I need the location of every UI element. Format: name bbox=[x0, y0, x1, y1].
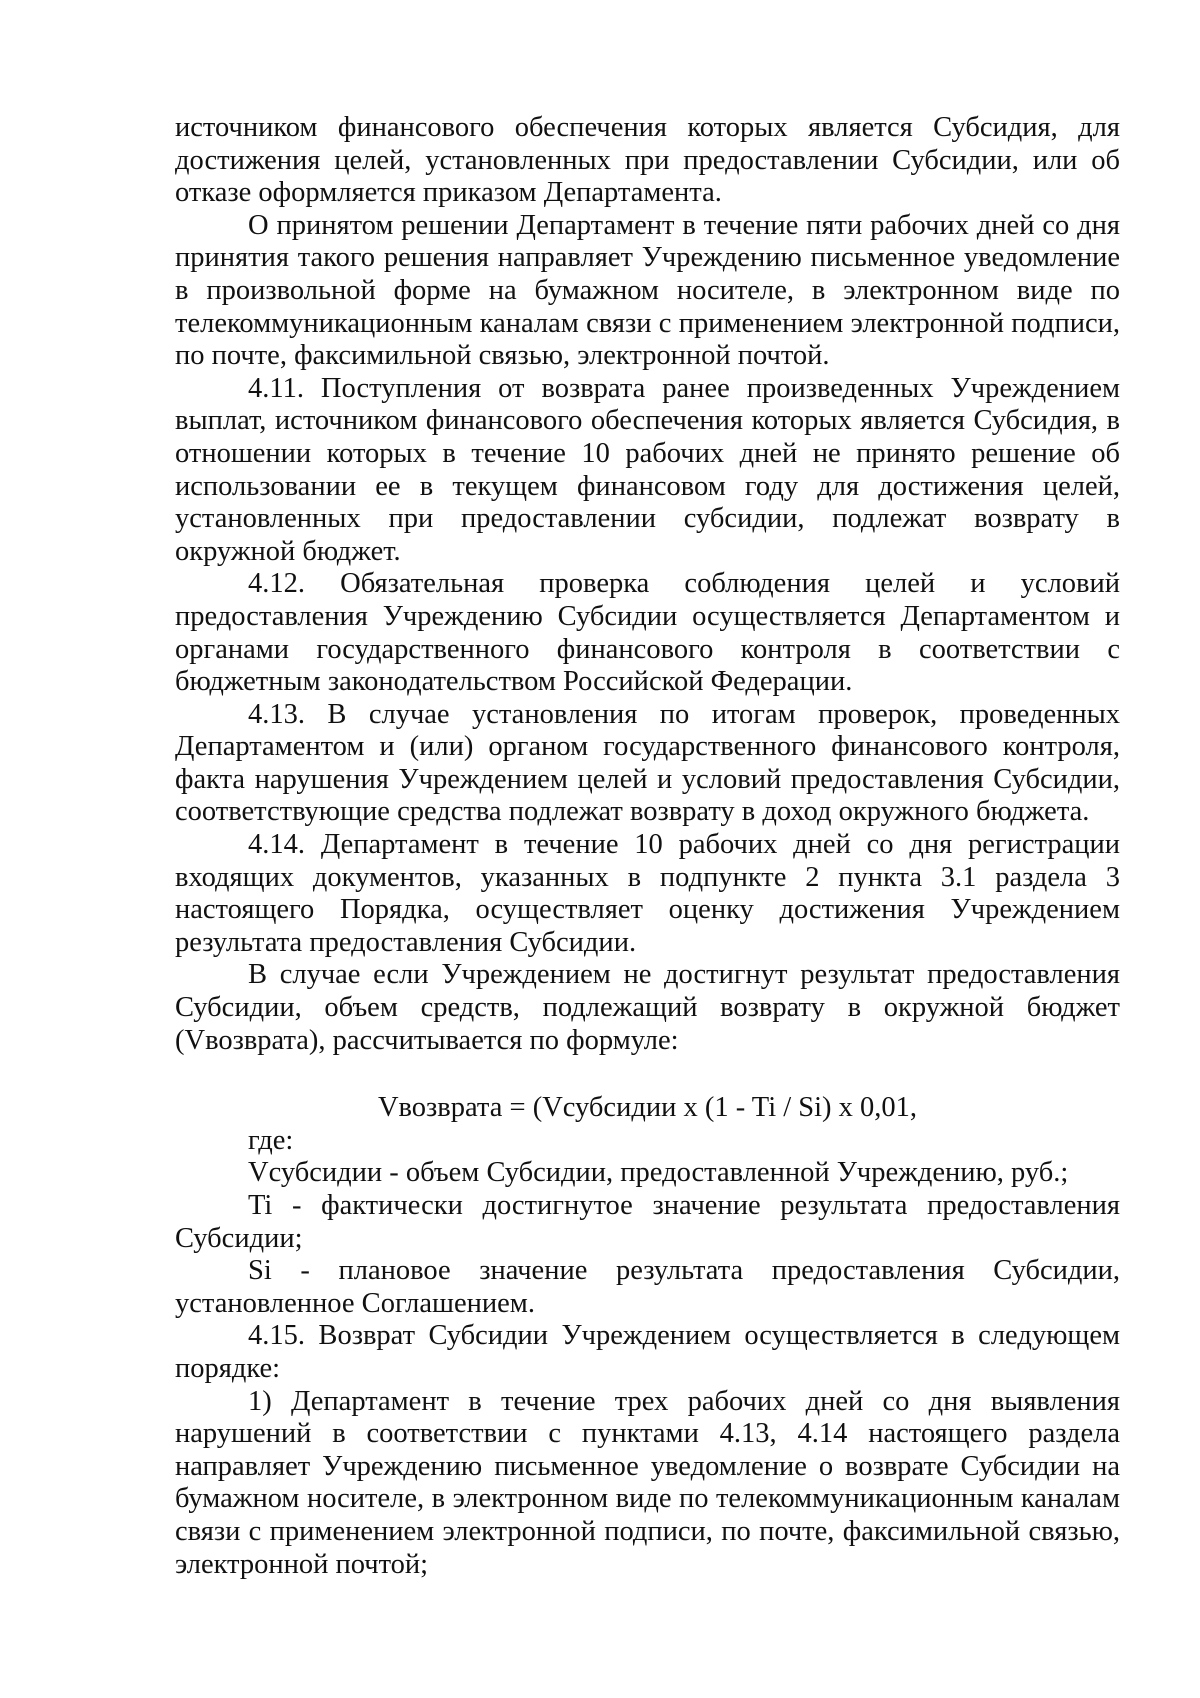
definition-si: Si - плановое значение результата предоставления Субсидии, установленное Соглашением. bbox=[175, 1255, 1120, 1319]
paragraph-continuation: источником финансового обеспечения которых является Субсидия, для достижения целей, установленных при предоставлении Субсидии, или об отказе оформляется приказом Департамента. bbox=[175, 112, 1120, 209]
paragraph-4-15-item-1: 1) Департамент в течение трех рабочих дней со дня выявления нарушений в соответствии с пунктами 4.13, 4.14 настоящего раздела направляет Учреждению письменное уведомление о возврате Субсидии на бумажном носителе, в электронном виде по телекоммуникационным каналам связи с применением электронной подписи, по почте, факсимильной связью, электронной почтой; bbox=[175, 1385, 1120, 1580]
paragraph-4-13: 4.13. В случае установления по итогам проверок, проведенных Департаментом и (или) органом государственного финансового контроля, факта нарушения Учреждением целей и условий предоставления Субсидии, соответствующие средства подлежат возврату в доход окружного бюджета. bbox=[175, 698, 1120, 828]
paragraph-4-14: 4.14. Департамент в течение 10 рабочих дней со дня регистрации входящих документов, указанных в подпункте 2 пункта 3.1 раздела 3 настоящего Порядка, осуществляет оценку достижения Учреждением результата предоставления Субсидии. bbox=[175, 829, 1120, 958]
paragraph-4-11: 4.11. Поступления от возврата ранее произведенных Учреждением выплат, источником финансового обеспечения которых является Субсидия, в отношении которых в течение 10 рабочих дней не принято решение об использовании ее в текущем финансовом году для достижения целей, установленных при предоставлении субсидии, подлежат возврату в окружной бюджет. bbox=[175, 372, 1120, 567]
paragraph-4-15: 4.15. Возврат Субсидии Учреждением осуществляется в следующем порядке: bbox=[175, 1320, 1120, 1384]
paragraph-formula-intro: В случае если Учреждением не достигнут результат предоставления Субсидии, объем средств, подлежащий возврату в окружной бюджет (Vвозврата), рассчитывается по формуле: bbox=[175, 959, 1120, 1056]
definition-ti: Ti - фактически достигнутое значение результата предоставления Субсидии; bbox=[175, 1190, 1120, 1254]
document-page bbox=[175, 112, 1120, 1581]
refund-formula: Vвозврата = (Vсубсидии x (1 - Ti / Si) x 0,01, bbox=[377, 1092, 918, 1124]
paragraph-where: где: bbox=[248, 1124, 294, 1156]
paragraph-decision-notice: О принятом решении Департамент в течение пяти рабочих дней со дня принятия такого решения направляет Учреждению письменное уведомление в произвольной форме на бумажном носителе, в электронном виде по телекоммуникационным каналам связи с применением электронной подписи, по почте, факсимильной связью, электронной почтой. bbox=[175, 209, 1120, 372]
paragraph-4-12: 4.12. Обязательная проверка соблюдения целей и условий предоставления Учреждению Субсидии осуществляется Департаментом и органами государственного финансового контроля в соответствии с бюджетным законодательством Российской Федерации. bbox=[175, 568, 1120, 698]
definition-vsubsidy: Vсубсидии - объем Субсидии, предоставленной Учреждению, руб.; bbox=[248, 1157, 1069, 1189]
